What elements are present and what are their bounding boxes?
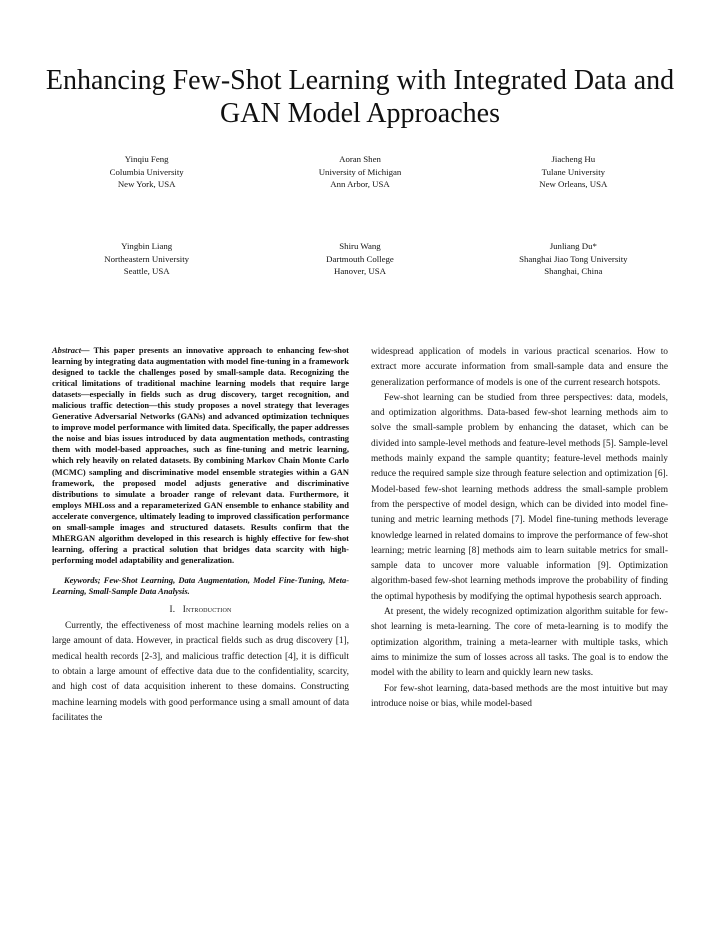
author-row-2 — [40, 240, 680, 278]
body-paragraph: For few-shot learning, data-based methods are the most intuitive but may introduce noise or bias, while model-based — [371, 683, 668, 709]
section-title: Introduction — [182, 604, 232, 615]
body-paragraph: Currently, the effectiveness of most machine learning models relies on a large amount of data. However, in practical fields such as drug discovery [1], medical health records [2-3], and malicious traffic detection [4], it is difficult to obtain a large amount of effective data due to the confidentiality, scarcity, and high cost of data acquisition inherent to these domains. Constructing machine learning models with good performance using a small amount of data facilitates the — [52, 621, 349, 723]
keywords: Keywords; Few-Shot Learning, Data Augmentation, Model Fine-Tuning, Meta-Learning, Small-Sample Data Analysis. — [52, 574, 349, 596]
left-column — [52, 345, 349, 726]
author-block — [40, 153, 253, 191]
author-name: Yingbin Liang — [121, 241, 173, 251]
author-block — [40, 240, 253, 278]
author-location: Hanover, USA — [334, 266, 386, 277]
section-heading — [52, 602, 349, 617]
abstract-label: Abstract— — [52, 345, 90, 355]
author-location: Shanghai, China — [544, 266, 603, 277]
author-block — [253, 240, 466, 278]
author-location: New York, USA — [117, 179, 176, 190]
author-affiliation: Tulane University — [541, 166, 606, 177]
author-affiliation: Columbia University — [109, 166, 184, 177]
body-paragraph: At present, the widely recognized optimization algorithm suitable for few-shot learning is meta-learning. The core of meta-learning is to modify the optimization algorithm, training a meta-learner with multiple tasks, which aims to minimize the sum of losses across all tasks. The goal is to endow the model with the ability to learn and quickly learn new tasks. — [371, 607, 668, 679]
author-location: Ann Arbor, USA — [330, 179, 390, 190]
author-name: Aoran Shen — [339, 154, 381, 164]
section-number: I. — [169, 604, 176, 615]
right-column — [371, 345, 668, 712]
author-block — [467, 240, 680, 278]
author-block — [467, 153, 680, 191]
author-name: Yinqiu Feng — [124, 154, 169, 164]
author-location: New Orleans, USA — [539, 179, 608, 190]
author-name: Junliang Du* — [549, 241, 597, 251]
author-affiliation: Shanghai Jiao Tong University — [519, 253, 628, 264]
author-block — [253, 153, 466, 191]
author-name: Shiru Wang — [339, 241, 381, 251]
paper-title: Enhancing Few-Shot Learning with Integrated Data and GAN Model Approaches — [45, 65, 675, 129]
body-paragraph: Few-shot learning can be studied from three perspectives: data, models, and optimization algorithms. Data-based few-shot learning methods aim to solve the small-sample problem by enhancing the dataset, which can be divided into sample-level methods and feature-level methods [5]. Sample-level methods mainly expand the sample quantity; feature-level methods mainly reduce the required sample size through feature selection and optimization [6]. Model-based few-shot learning methods address the small-sample problem from the perspective of model design, which can be divided into model fine-tuning and metric learning methods [7]. Model fine-tuning methods leverage knowledge learned in related domains to improve the performance of few-shot learning; metric learning [8] methods aim to learn suitable metrics for small-sample data to uncover more valuable information [9]. Optimization algorithm-based few-shot learning methods improve the probability of finding the optimal hypothesis by modifying the optimal hypothesis search approach. — [371, 392, 668, 602]
author-affiliation: Dartmouth College — [326, 253, 394, 264]
author-name: Jiacheng Hu — [551, 154, 596, 164]
author-row-1 — [40, 153, 680, 191]
author-affiliation: University of Michigan — [318, 166, 402, 177]
abstract-text: This paper presents an innovative approach to enhancing few-shot learning by integrating data augmentation with model fine-tuning in a framework designed to tackle the challenges posed by small-sample data. Recognizing the critical limitations of traditional machine learning models that require large datasets—especially in fields such as drug discovery, target recognition, and malicious traffic detection—this study proposes a novel strategy that leverages Generative Adversarial Networks (GANs) and advanced optimization techniques to improve model performance with limited data. Specifically, the paper addresses the noise and bias issues introduced by data augmentation methods, contrasting them with model-based approaches, such as fine-tuning and metric learning, which rely heavily on related datasets. By combining Markov Chain Monte Carlo (MCMC) sampling and discriminative model ensemble strategies within a GAN framework, the proposed model adjusts generative and discriminative distributions to simulate a broader range of relevant data. Furthermore, it employs MHLoss and a reparameterized GAN ensemble to enhance stability and accelerate convergence, ultimately leading to improved classification performance on small-sample images and structured datasets. Results confirm that the MhERGAN algorithm developed in this research is highly effective for few-shot learning, offering a practical solution that bridges data scarcity with high-performing model adaptability and generalization. — [52, 345, 349, 565]
body-paragraph: widespread application of models in various practical scenarios. How to extract more accurate information from small-sample data and ensure the generalization performance of models is one of the current research hotspots. — [371, 347, 668, 388]
abstract — [52, 345, 349, 566]
author-location: Seattle, USA — [123, 266, 170, 277]
author-affiliation: Northeastern University — [104, 253, 190, 264]
